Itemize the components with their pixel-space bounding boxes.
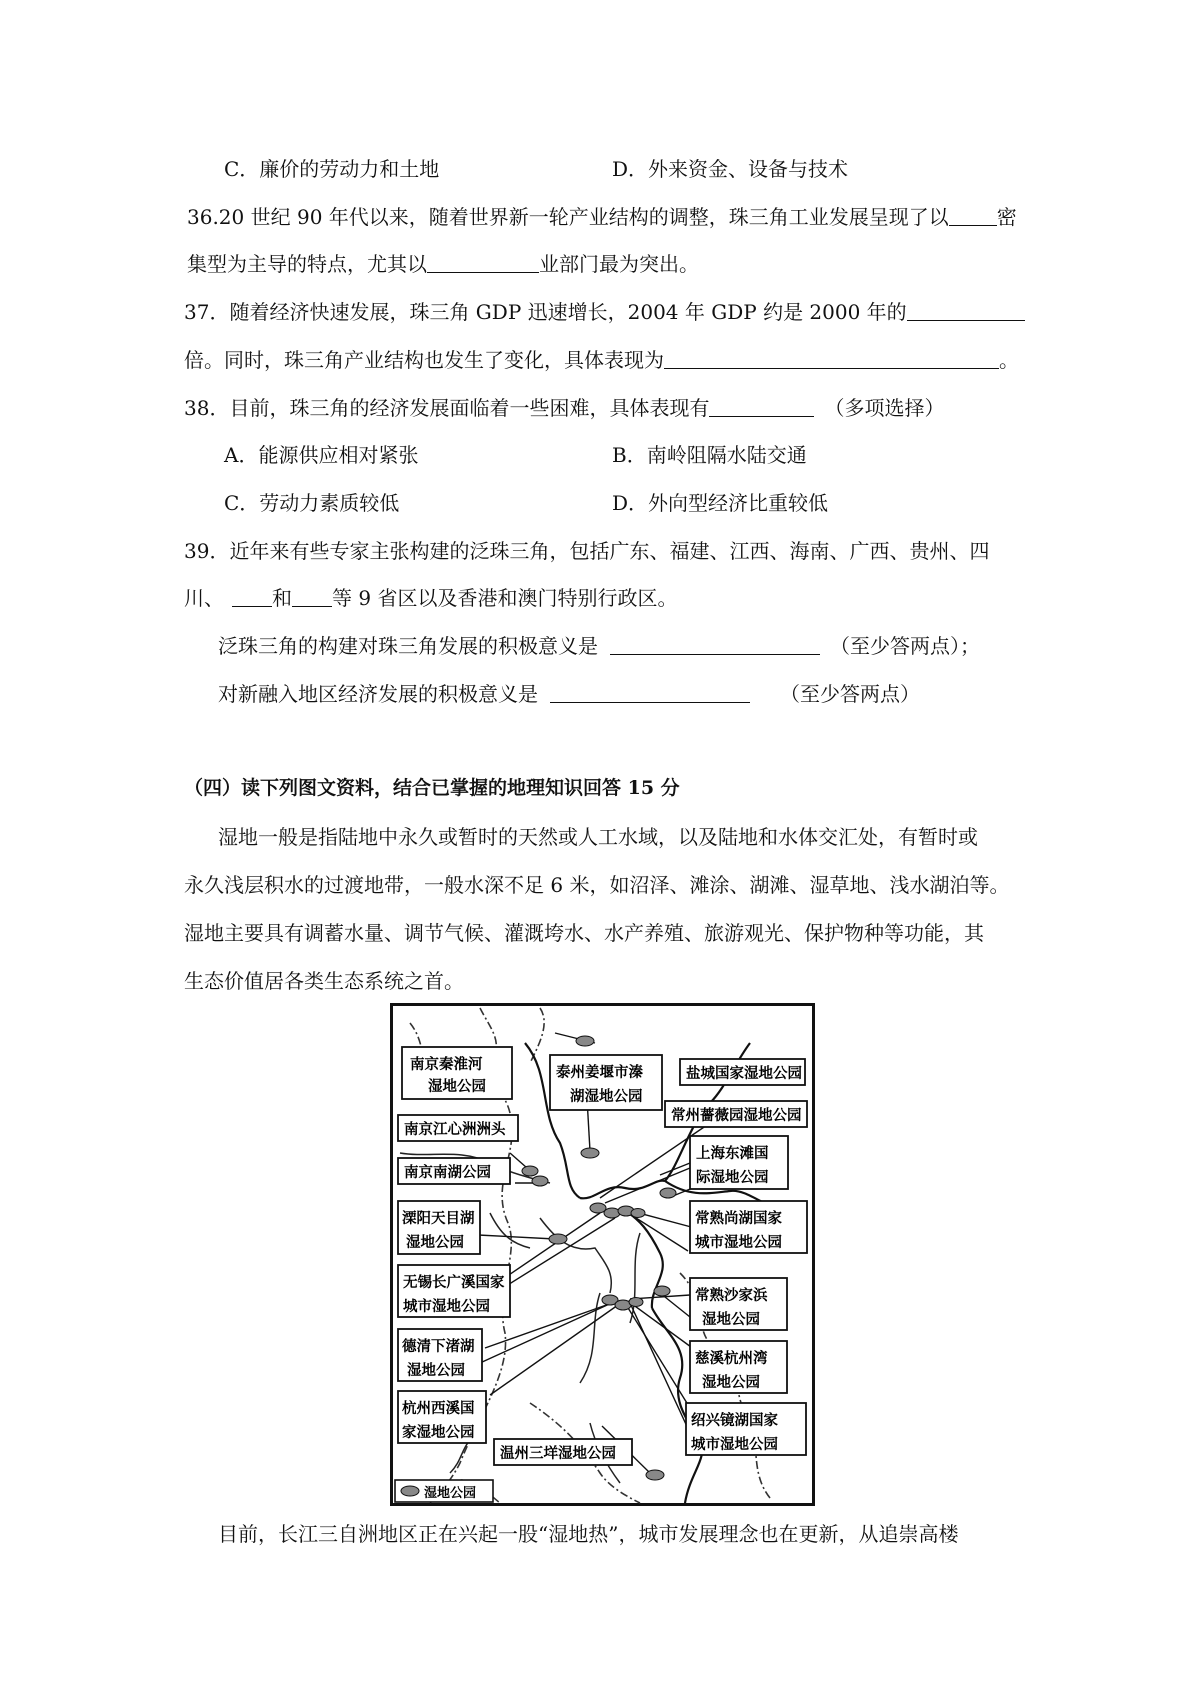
- q36-text2: 集型为主导的特点，尤其以: [187, 252, 427, 276]
- label-liyang: 溧阳天目湖: [402, 1211, 475, 1227]
- label-shaoxing-2: 城市湿地公园: [691, 1437, 778, 1453]
- answer-blank[interactable]: [610, 632, 820, 655]
- label-changshu-sha: 常熟沙家浜: [695, 1288, 768, 1304]
- paragraph-last: 目前，长江三自洲地区正在兴起一股“湿地热”，城市发展理念也在更新，从追崇高楼: [218, 1522, 959, 1546]
- label-taizhou: 泰州姜堰市溱: [556, 1065, 643, 1081]
- option-38c: C．劳动力素质较低: [224, 491, 400, 515]
- label-changshu-shang: 常熟尚湖国家: [695, 1211, 782, 1227]
- answer-blank[interactable]: [232, 584, 272, 607]
- label-hangzhou-2: 家湿地公园: [402, 1425, 475, 1441]
- label-deqing-2: 湿地公园: [407, 1363, 465, 1379]
- q38-text-end: （多项选择）: [824, 396, 945, 420]
- label-wuxi-2: 城市湿地公园: [403, 1299, 490, 1315]
- q39-text-a: 川、: [184, 586, 224, 610]
- label-nanjing-jiangxin: 南京江心洲洲头: [404, 1122, 506, 1138]
- question-38: [184, 394, 944, 422]
- label-shanghai-2: 际湿地公园: [696, 1170, 769, 1186]
- label-cixi-2: 湿地公园: [702, 1375, 760, 1391]
- question-39-line4: [218, 680, 920, 708]
- option-35c: C．廉价的劳动力和土地: [224, 157, 440, 181]
- q39-text-d: 泛珠三角的构建对珠三角发展的积极意义是: [218, 634, 598, 658]
- question-37-line2: [184, 346, 1019, 374]
- label-changshu-shang-2: 城市湿地公园: [695, 1235, 782, 1251]
- q37-text2-end: 。: [999, 348, 1019, 372]
- q39-text-e: 对新融入地区经济发展的积极意义是: [218, 682, 538, 706]
- answer-blank[interactable]: [664, 346, 999, 369]
- q39-text-b: 和: [272, 586, 292, 610]
- label-shaoxing: 绍兴镜湖国家: [691, 1413, 778, 1429]
- answer-blank[interactable]: [292, 584, 332, 607]
- question-39-line2: [184, 584, 677, 612]
- answer-blank[interactable]: [709, 394, 814, 417]
- label-shanghai: 上海东滩国: [696, 1146, 769, 1162]
- answer-blank[interactable]: [550, 680, 750, 703]
- label-wuxi: 无锡长广溪国家: [403, 1275, 505, 1291]
- label-taizhou-2: 湖湿地公园: [570, 1089, 643, 1105]
- answer-blank[interactable]: [949, 203, 997, 226]
- label-cixi: 慈溪杭州湾: [695, 1351, 768, 1367]
- option-38d: D．外向型经济比重较低: [612, 491, 829, 515]
- q36-text: 36.20 世纪 90 年代以来，随着世界新一轮产业结构的调整，珠三角工业发展呈现了以: [187, 205, 949, 229]
- q37-text: 37．随着经济快速发展，珠三角 GDP 迅速增长，2004 年 GDP 约是 2000 年的: [184, 300, 907, 324]
- q36-text-end: 密: [996, 205, 1017, 229]
- question-39-line3: [218, 632, 980, 660]
- answer-blank[interactable]: [427, 250, 539, 273]
- label-changshu-sha-2: 湿地公园: [702, 1312, 760, 1328]
- option-38a: A．能源供应相对紧张: [224, 443, 419, 467]
- label-hangzhou: 杭州西溪国: [402, 1401, 475, 1417]
- question-36-line2: [187, 250, 699, 278]
- label-wenzhou: 温州三垟湿地公园: [500, 1446, 616, 1462]
- legend-marker: [401, 1486, 419, 1496]
- label-nanjing-qinhuai-2: 湿地公园: [428, 1079, 486, 1095]
- paragraph-line-1: 湿地一般是指陆地中永久或暂时的天然或人工水域，以及陆地和水体交汇处，有暂时或: [218, 825, 978, 849]
- label-nanjing-nanhu: 南京南湖公园: [404, 1165, 491, 1181]
- q38-text: 38．目前，珠三角的经济发展面临着一些困难，具体表现有: [184, 396, 710, 420]
- label-yancheng: 盐城国家湿地公园: [686, 1066, 802, 1082]
- question-39-line1: 39．近年来有些专家主张构建的泛珠三角，包括广东、福建、江西、海南、广西、贵州、四: [184, 539, 990, 563]
- section-4-heading: （四）读下列图文资料，结合已掌握的地理知识回答 15 分: [184, 777, 680, 799]
- q39-text-d-end: （至少答两点）；: [830, 634, 980, 658]
- option-35d: D．外来资金、设备与技术: [612, 157, 849, 181]
- question-36-line1: [187, 203, 1017, 231]
- label-deqing: 德清下渚湖: [402, 1339, 475, 1355]
- q36-text2-end: 业部门最为突出。: [539, 252, 699, 276]
- paragraph-line-4: 生态价值居各类生态系统之首。: [184, 969, 464, 993]
- option-38b: B．南岭阻隔水陆交通: [612, 443, 807, 467]
- label-changzhou: 常州薔薇园湿地公园: [671, 1108, 802, 1124]
- paragraph-line-2: 永久浅层积水的过渡地带，一般水深不足 6 米，如沼泽、滩涂、湖滩、湿草地、浅水湖泊等。: [184, 873, 1010, 897]
- question-37-line1: [184, 298, 1025, 326]
- paragraph-line-3: 湿地主要具有调蓄水量、调节气候、灌溉垮水、水产养殖、旅游观光、保护物种等功能，其: [184, 921, 984, 945]
- wetland-map: [390, 1003, 815, 1506]
- label-nanjing-qinhuai: 南京秦淮河: [410, 1057, 483, 1073]
- label-liyang-2: 湿地公园: [406, 1235, 464, 1251]
- legend-label: 湿地公园: [424, 1486, 477, 1501]
- answer-blank[interactable]: [907, 298, 1025, 321]
- q39-text-e-end: （至少答两点）: [780, 682, 920, 706]
- q37-text2: 倍。同时，珠三角产业结构也发生了变化，具体表现为: [184, 348, 664, 372]
- q39-text-c: 等 9 省区以及香港和澳门特别行政区。: [332, 586, 678, 610]
